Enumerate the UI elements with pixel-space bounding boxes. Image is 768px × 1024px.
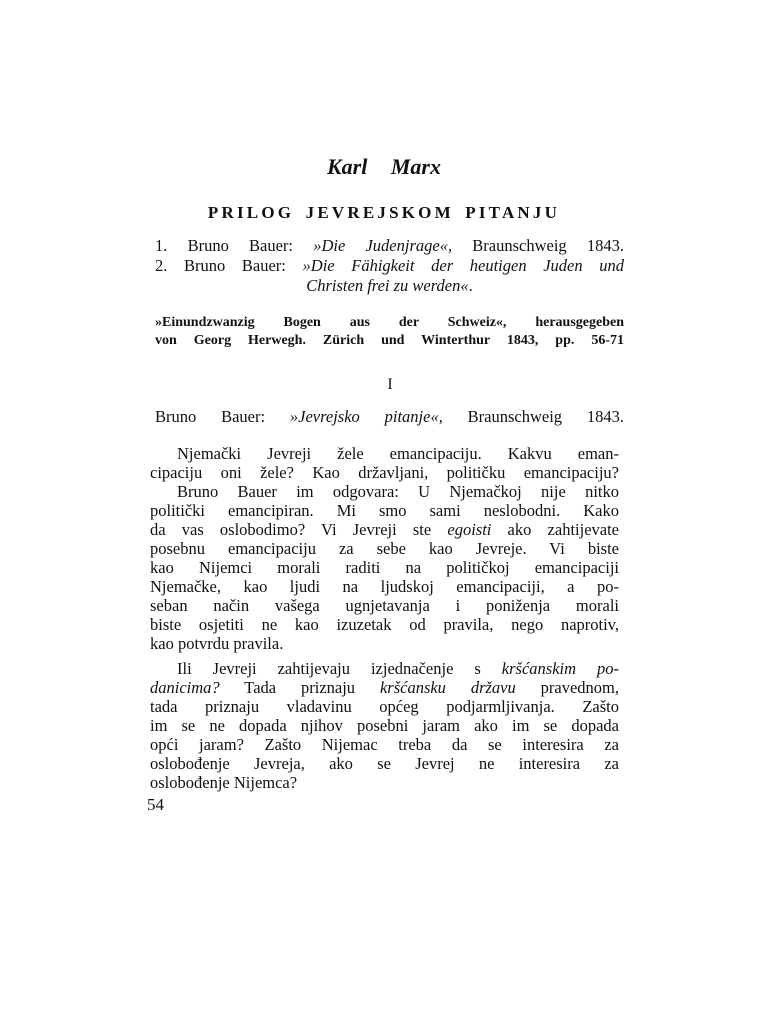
text-line: Njemački Jevreji žele emancipaciju. Kakvu eman-	[177, 444, 619, 463]
text-line: kao potvrdu pravila.	[150, 634, 284, 653]
text-line: kao Nijemci morali raditi na političkoj emancipaciji	[150, 558, 619, 577]
text-line: tada priznaju vladavinu općeg podjarmljivanja. Zašto	[150, 697, 619, 716]
text-line: biste osjetiti ne kao izuzetak od pravila, nego naprotiv,	[150, 615, 619, 634]
reference-line: Christen frei zu werden«.	[306, 276, 473, 295]
text-line: politički emancipiran. Mi smo sami neslobodni. Kako	[150, 501, 619, 520]
text-line: opći jaram? Zašto Nijemac treba da se interesira za	[150, 735, 619, 754]
text-line: danicima? Tada priznaju kršćansku državu pravednom,	[150, 678, 619, 697]
bold-reference	[155, 314, 624, 350]
section-reference: Bruno Bauer: »Jevrejsko pitanje«, Braunschweig 1843.	[155, 407, 624, 426]
reference-line: 2. Bruno Bauer: »Die Fähigkeit der heutigen Juden und	[155, 256, 624, 275]
text-line: oslobođenje Jevreja, ako se Jevrej ne interesira za	[150, 754, 619, 773]
text-line: cipaciju oni žele? Kao državljani, političku emancipaciju?	[150, 463, 619, 482]
bold-reference-line: »Einundzwanzig Bogen aus der Schweiz«, herausgegeben	[155, 315, 624, 330]
text-line: Ili Jevreji zahtijevaju izjednačenje s kršćanskim po-	[177, 659, 620, 678]
reference-list	[155, 236, 624, 296]
text-line: oslobođenje Nijemca?	[150, 773, 298, 792]
bold-reference-line: von Georg Herwegh. Zürich und Winterthur 1843, pp. 56-71	[155, 333, 624, 348]
page-number: 54	[147, 795, 164, 814]
reference-line: 1. Bruno Bauer: »Die Judenjrage«, Braunschweig 1843.	[155, 236, 624, 255]
chapter-title: PRILOG JEVREJSKOM PITANJU	[207, 203, 561, 222]
text-line: posebnu emancipaciju za sebe kao Jevreje. Vi biste	[150, 539, 619, 558]
body-text	[150, 444, 619, 792]
text-line: Bruno Bauer im odgovara: U Njemačkoj nije nitko	[177, 482, 619, 501]
text-line: da vas oslobodimo? Vi Jevreji ste egoisti ako zahtijevate	[150, 520, 619, 539]
text-line: Njemačke, kao ljudi na ljudskoj emancipaciji, a po-	[150, 577, 619, 596]
text-line: seban način vašega ugnjetavanja i poniženja morali	[150, 596, 619, 615]
text-line: im se ne dopada njihov posebni jaram ako im se dopada	[150, 716, 619, 735]
section-number: I	[387, 376, 393, 393]
author-name: Karl Marx	[327, 154, 441, 179]
